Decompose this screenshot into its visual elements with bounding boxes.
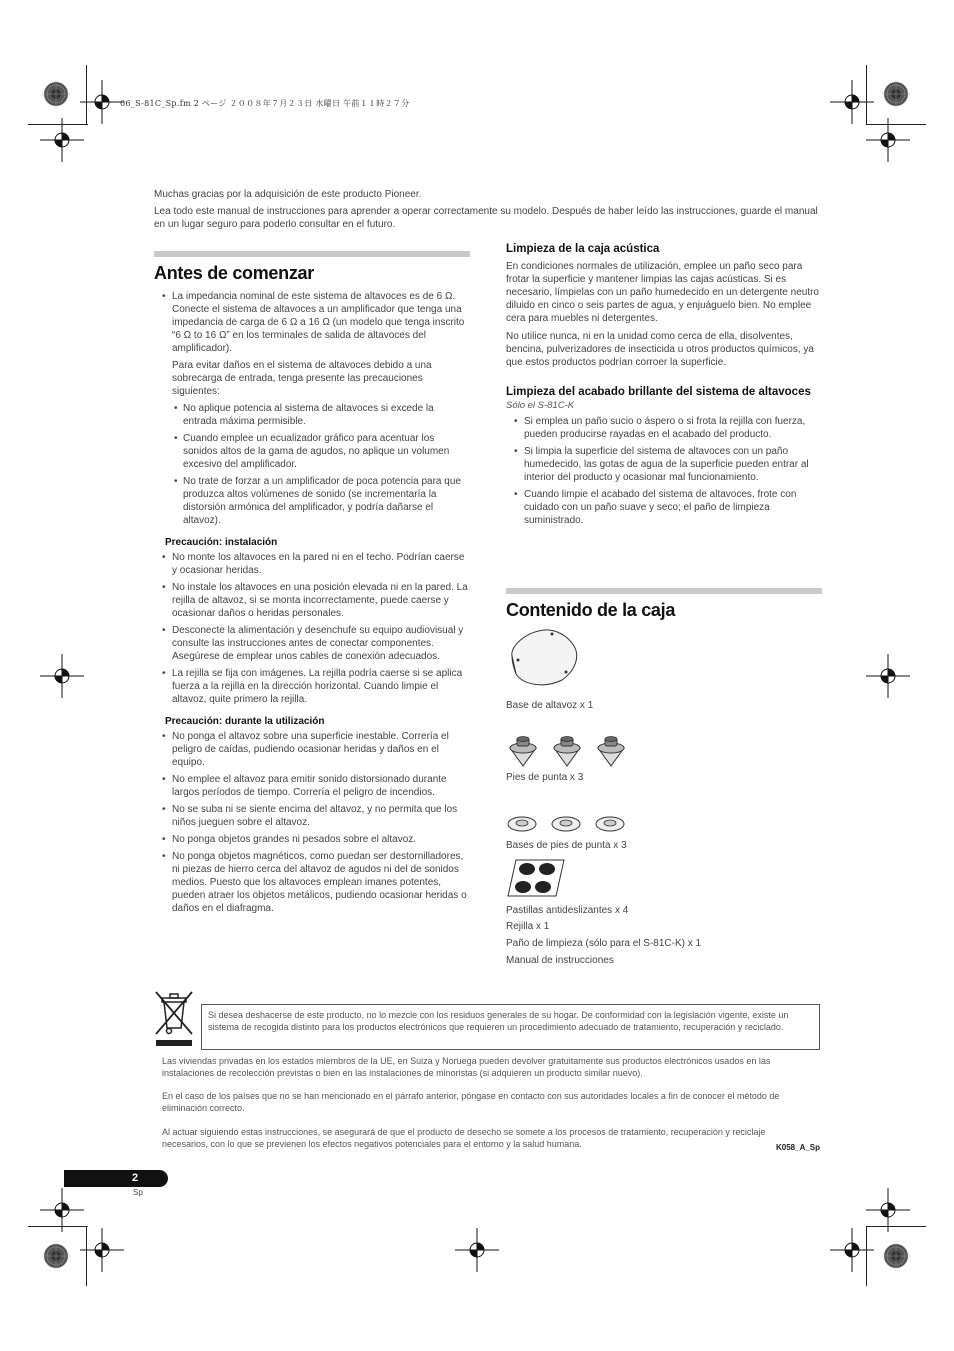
list-item: • No ponga objetos magnéticos, como puedan ser destornilladores, ni piezas de hierro cerca del altavoz de agudos ni del de sonidos medios. Puesto que los altavoces emplean imanes potentes, pueden atraer los objetos metálicos, pudiendo ocasionar heridas o daños en el diafragma. bbox=[154, 850, 470, 915]
cleaning-section bbox=[506, 242, 822, 531]
section-title-antes: Antes de comenzar bbox=[154, 263, 314, 283]
crop-mark bbox=[28, 1226, 88, 1227]
item-speaker-base: Base de altavoz x 1 bbox=[506, 700, 594, 711]
list-item: • No monte los altavoces en la pared ni en el techo. Podrían caerse y ocasionar heridas. bbox=[154, 551, 470, 577]
page-language: Sp bbox=[133, 1188, 143, 1197]
crop-mark bbox=[866, 1226, 926, 1227]
anti-slip-pads-image bbox=[506, 858, 566, 898]
list-item: • Si limpia la superficie del sistema de altavoces con un paño humedecido, las gotas de agua de la superficie pueden entrar al interior del producto y ocasionar mal funcionamiento. bbox=[506, 445, 822, 484]
weee-crossed-bin-icon bbox=[152, 988, 196, 1048]
registration-target-icon bbox=[40, 654, 84, 698]
list-item: • No trate de forzar a un amplificador de poca potencia para que produzca altos volúmenes de sonido (se incrementaría la distorsión armónica del amplificador, y podría dañarse el altavoz). bbox=[154, 475, 470, 527]
speaker-base-image bbox=[506, 626, 586, 690]
item-manual: Manual de instrucciones bbox=[506, 955, 614, 966]
list-item: • No se suba ni se siente encima del altavoz, y no permita que los niños jueguen sobre el altavoz. bbox=[154, 803, 470, 829]
intro-read-manual: Lea todo este manual de instrucciones para aprender a operar correctamente su modelo. Después de haber leído las instrucciones, guarde el manual en un lugar seguro para poderlo consultar en el futuro. bbox=[154, 206, 818, 230]
spike-bases-image bbox=[506, 812, 630, 836]
model-note: Sólo el S-81C-K bbox=[506, 400, 575, 411]
crop-mark bbox=[866, 124, 926, 125]
crop-mark bbox=[86, 65, 87, 125]
page-number: 2 bbox=[132, 1172, 139, 1184]
item-grille: Rejilla x 1 bbox=[506, 921, 550, 932]
item-spike-feet: Pies de punta x 3 bbox=[506, 772, 584, 783]
list-item: • La rejilla se fija con imágenes. La rejilla podría caerse si se aplica fuerza a la rejilla en la dirección horizontal. Cuando limpie el altavoz, quite primero la rejilla. bbox=[154, 667, 470, 706]
install-heading: Precaución: instalación bbox=[165, 537, 278, 548]
impedance-item: • La impedancia nominal de este sistema de altavoces es de 6 Ω. Conecte el sistema de altavoces a un amplificador que tenga una impedancia de carga de 6 Ω a 16 Ω (un modelo que tenga inscrito “6 Ω to 16 Ω” en los terminales de salida de altavoces del amplificador). bbox=[154, 290, 470, 355]
color-rosette-icon bbox=[34, 72, 78, 116]
section-divider bbox=[154, 251, 470, 257]
item-anti-slip-pads: Pastillas antideslizantes x 4 bbox=[506, 905, 629, 916]
list-item: • Si emplea un paño sucio o áspero o si frota la rejilla con fuerza, pueden producirse rayadas en el acabado del producto. bbox=[506, 415, 822, 441]
list-item: • Desconecte la alimentación y desenchufe su equipo audiovisual y consulte las instrucciones antes de conectar componentes. Asegúrese de emplear unos cables de conexión adecuados. bbox=[154, 624, 470, 663]
list-item: • No ponga el altavoz sobre una superficie inestable. Correría el peligro de caídas, pudiendo ocasionar heridas y daños en el equipo. bbox=[154, 730, 470, 769]
crop-mark bbox=[866, 1226, 867, 1286]
disposal-paragraph: Las viviendas privadas en los estados miembros de la UE, en Suiza y Noruega pueden devolver gratuitamente sus productos electrónicos usados en las instalaciones de recolección previstas o bien en las instalaciones de minoristas (si adquieren un producto similar nuevo). bbox=[162, 1056, 771, 1078]
registration-target-icon bbox=[866, 654, 910, 698]
item-cleaning-cloth: Paño de limpieza (sólo para el S-81C-K) x 1 bbox=[506, 938, 702, 949]
registration-target-icon bbox=[455, 1228, 499, 1272]
disposal-notice-box: Si desea deshacerse de este producto, no lo mezcle con los residuos generales de su hogar. De conformidad con la legislación vigente, existe un sistema de recogida distinto para los productos electrónicos que requieren un procedimiento adecuado de tratamiento, recuperación y reciclado. bbox=[201, 1004, 820, 1050]
list-item: • Cuando limpie el acabado del sistema de altavoces, frote con cuidado con un paño suave y seco; el paño de limpieza suministrado. bbox=[506, 488, 822, 527]
cleaning-paragraph: No utilice nunca, ni en la unidad como cerca de ella, disolventes, bencina, pulverizadores de insecticida u otros productos químicos, ya que estos productos podrían corroer la superficie. bbox=[506, 331, 814, 368]
disposal-paragraph: En el caso de los países que no se han mencionado en el párrafo anterior, póngase en contacto con sus autoridades locales a fin de conocer el método de eliminación correcto. bbox=[162, 1091, 780, 1113]
registration-target-icon bbox=[830, 1228, 874, 1272]
gloss-cleaning-heading: Limpieza del acabado brillante del sistema de altavoces bbox=[506, 386, 811, 398]
section-title-contenido: Contenido de la caja bbox=[506, 600, 676, 620]
list-item: • Cuando emplee un ecualizador gráfico para acentuar los sonidos altos de la gama de agudos, no aplique un volumen excesivo del amplificador. bbox=[154, 432, 470, 471]
item-spike-bases: Bases de pies de punta x 3 bbox=[506, 840, 627, 851]
disposal-paragraph: Al actuar siguiendo estas instrucciones, se asegurará de que el producto de desecho se somete a los procesos de tratamiento, recuperación y reciclaje necesarios, con lo que se previenen los efectos negativos potenciales para el entorno y la salud humana. bbox=[162, 1127, 766, 1149]
document-code: K058_A_Sp bbox=[776, 1143, 821, 1152]
contents-section bbox=[506, 588, 822, 627]
list-item: • No instale los altavoces en una posición elevada ni en la pared. La rejilla de altavoz, si se monta incorrectamente, puede caerse y ocasionar daños o heridas personales. bbox=[154, 581, 470, 620]
crop-mark bbox=[866, 65, 867, 125]
cleaning-paragraph: En condiciones normales de utilización, emplee un paño seco para frotar la superficie y mantener limpias las cajas acústicas. Si es necesario, límpielas con un paño humedecido en un detergente neutro diluido en cinco o seis partes de agua, y enjuáguelo bien. No emplee cera para muebles ni detergentes. bbox=[506, 261, 819, 324]
crop-mark bbox=[86, 1226, 87, 1286]
use-heading: Precaución: durante la utilización bbox=[165, 716, 325, 727]
intro bbox=[154, 188, 824, 235]
intro-thanks: Muchas gracias por la adquisición de este producto Pioneer. bbox=[154, 189, 422, 200]
antes-section bbox=[154, 251, 470, 919]
color-rosette-icon bbox=[874, 1234, 918, 1278]
list-item: • No ponga objetos grandes ni pesados sobre el altavoz. bbox=[154, 833, 470, 846]
crop-mark bbox=[28, 124, 88, 125]
color-rosette-icon bbox=[874, 72, 918, 116]
print-file-header: 06_S-81C_Sp.fm 2 ページ ２００８年７月２３日 水曜日 午前１１時２７分 bbox=[120, 99, 410, 108]
overload-intro: Para evitar daños en el sistema de altavoces debido a una sobrecarga de entrada, tenga presente las precauciones siguientes: bbox=[172, 360, 432, 397]
color-rosette-icon bbox=[34, 1234, 78, 1278]
section-divider bbox=[506, 588, 822, 594]
page-number-tab bbox=[64, 1170, 168, 1187]
list-item: • No emplee el altavoz para emitir sonido distorsionado durante largos períodos de tiempo. Correría el peligro de incendios. bbox=[154, 773, 470, 799]
list-item: • No aplique potencia al sistema de altavoces si excede la entrada máxima permisible. bbox=[154, 402, 470, 428]
spike-feet-image bbox=[506, 734, 628, 768]
cleaning-heading: Limpieza de la caja acústica bbox=[506, 243, 660, 255]
